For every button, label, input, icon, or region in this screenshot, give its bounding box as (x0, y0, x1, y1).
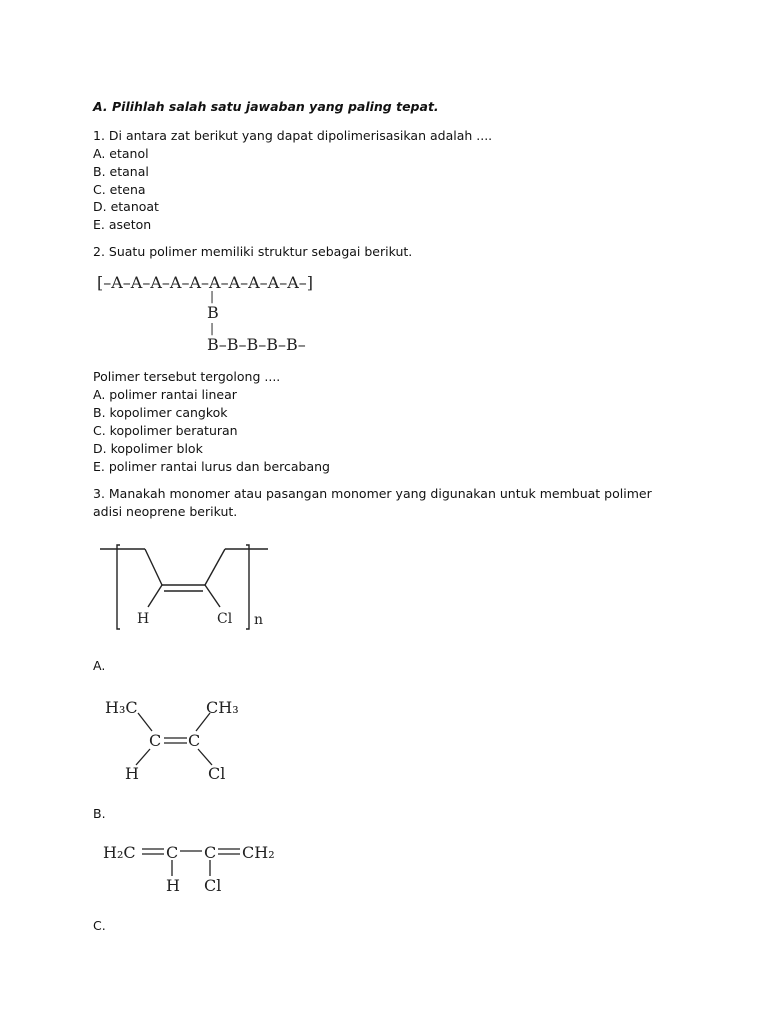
q2-stem: 2. Suatu polimer memiliki struktur sebagai berikut. (93, 244, 413, 259)
option-b-cl: Cl (204, 876, 222, 895)
q1-option-d: D. etanoat (93, 199, 159, 214)
q1-option-c: C. etena (93, 182, 146, 197)
q1-option-e: E. aseton (93, 217, 152, 232)
neoprene-n: n (254, 612, 264, 628)
q1-option-b: B. etanal (93, 164, 149, 179)
option-b-h: H (166, 876, 180, 895)
option-a-h3c: H₃C (105, 698, 138, 717)
q3-stem-line2: adisi neoprene berikut. (93, 504, 238, 519)
q2-option-a: A. polimer rantai linear (93, 387, 237, 402)
q1-stem: 1. Di antara zat berikut yang dapat dipolimerisasikan adalah .... (93, 128, 493, 143)
option-a-c1: C (149, 731, 162, 750)
neoprene-cl: Cl (217, 611, 233, 627)
q2-bond-1: | (210, 289, 215, 303)
q2-option-b: B. kopolimer cangkok (93, 405, 228, 420)
q2-prompt: Polimer tersebut tergolong .... (93, 369, 281, 384)
neoprene-structure (90, 535, 280, 635)
q2-bond-2: | (210, 321, 215, 335)
q3-option-c-label: C. (93, 918, 106, 933)
q2-branch-chain: B–B–B–B–B– (207, 335, 306, 354)
neoprene-h: H (137, 611, 150, 627)
q1-option-a: A. etanol (93, 146, 149, 161)
option-b-h2c: H₂C (103, 843, 136, 862)
q3-stem-line1: 3. Manakah monomer atau pasangan monomer yang digunakan untuk membuat polimer (93, 486, 652, 501)
option-b-c2: C (204, 843, 217, 862)
q2-option-c: C. kopolimer beraturan (93, 423, 238, 438)
q2-main-chain: [–A–A–A–A–A–A–A–A–A–A–] (97, 273, 314, 292)
option-b-c1: C (166, 843, 179, 862)
option-a-h: H (125, 764, 139, 783)
option-a-ch3: CH₃ (206, 698, 239, 717)
q3-option-b-structure (100, 836, 300, 898)
q3-option-a-structure (100, 693, 260, 785)
q3-option-a-label: A. (93, 658, 106, 673)
q3-option-b-label: B. (93, 806, 106, 821)
option-a-c2: C (188, 731, 201, 750)
q2-branch-link: B (207, 303, 219, 322)
q2-option-e: E. polimer rantai lurus dan bercabang (93, 459, 330, 474)
option-b-ch2: CH₂ (242, 843, 275, 862)
q2-option-d: D. kopolimer blok (93, 441, 203, 456)
option-a-cl: Cl (208, 764, 226, 783)
section-heading: A. Pilihlah salah satu jawaban yang paling tepat. (93, 99, 439, 114)
